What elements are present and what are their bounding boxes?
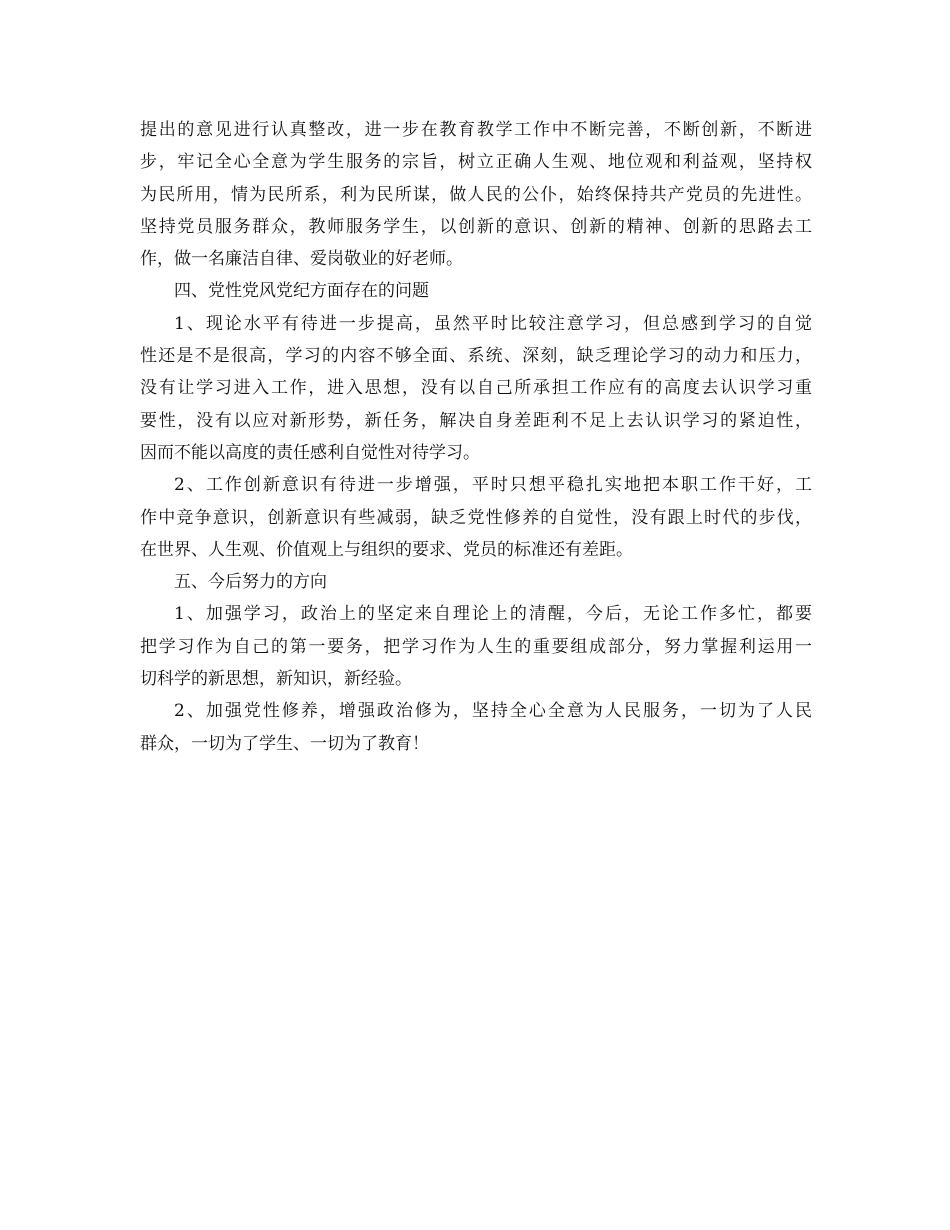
text-line: 1、现论水平有待进一步提高，虽然平时比较注意学习，但总感到学习的自觉 bbox=[174, 313, 812, 334]
text-line: 要性，没有以应对新形势，新任务，解决自身差距利不足上去认识学习的紧迫性， bbox=[140, 410, 812, 431]
text-line: 因而不能以高度的责任感利自觉性对待学习。 bbox=[140, 442, 480, 463]
document-body bbox=[140, 114, 812, 760]
text-line: 作中竞争意识，创新意识有些减弱，缺乏党性修养的自觉性，没有跟上时代的步伐， bbox=[140, 507, 812, 528]
text-line: 切科学的新思想，新知识，新经验。 bbox=[140, 669, 412, 690]
text-line: 没有让学习进入工作，进入思想，没有以自己所承担工作应有的高度去认识学习重 bbox=[140, 378, 812, 399]
text-line: 坚持党员服务群众，教师服务学生，以创新的意识、创新的精神、创新的思路去工 bbox=[140, 216, 812, 237]
section-heading: 四、党性党风党纪方面存在的问题 bbox=[174, 281, 429, 302]
text-line: 作，做一名廉洁自律、爱岗敬业的好老师。 bbox=[140, 249, 463, 270]
text-line: 把学习作为自己的第一要务，把学习作为人生的重要组成部分，努力掌握利运用一 bbox=[140, 636, 812, 657]
text-line: 2、工作创新意识有待进一步增强，平时只想平稳扎实地把本职工作干好，工 bbox=[174, 475, 812, 496]
text-line: 在世界、人生观、价值观上与组织的要求、党员的标准还有差距。 bbox=[140, 539, 633, 560]
text-line: 步，牢记全心全意为学生服务的宗旨，树立正确人生观、地位观和利益观，坚持权 bbox=[140, 152, 812, 173]
section-heading: 五、今后努力的方向 bbox=[174, 572, 327, 593]
text-line: 为民所用，情为民所系，利为民所谋，做人民的公仆，始终保持共产党员的先进性。 bbox=[140, 184, 812, 205]
text-line: 群众，一切为了学生、一切为了教育！ bbox=[140, 733, 429, 754]
text-line: 提出的意见进行认真整改，进一步在教育教学工作中不断完善，不断创新，不断进 bbox=[140, 120, 812, 140]
text-line: 性还是不是很高，学习的内容不够全面、系统、深刻，缺乏理论学习的动力和压力， bbox=[140, 346, 812, 367]
text-line: 2、加强党性修养，增强政治修为，坚持全心全意为人民服务，一切为了人民 bbox=[174, 701, 812, 722]
text-line: 1、加强学习，政治上的坚定来自理论上的清醒，今后，无论工作多忙，都要 bbox=[174, 604, 812, 625]
